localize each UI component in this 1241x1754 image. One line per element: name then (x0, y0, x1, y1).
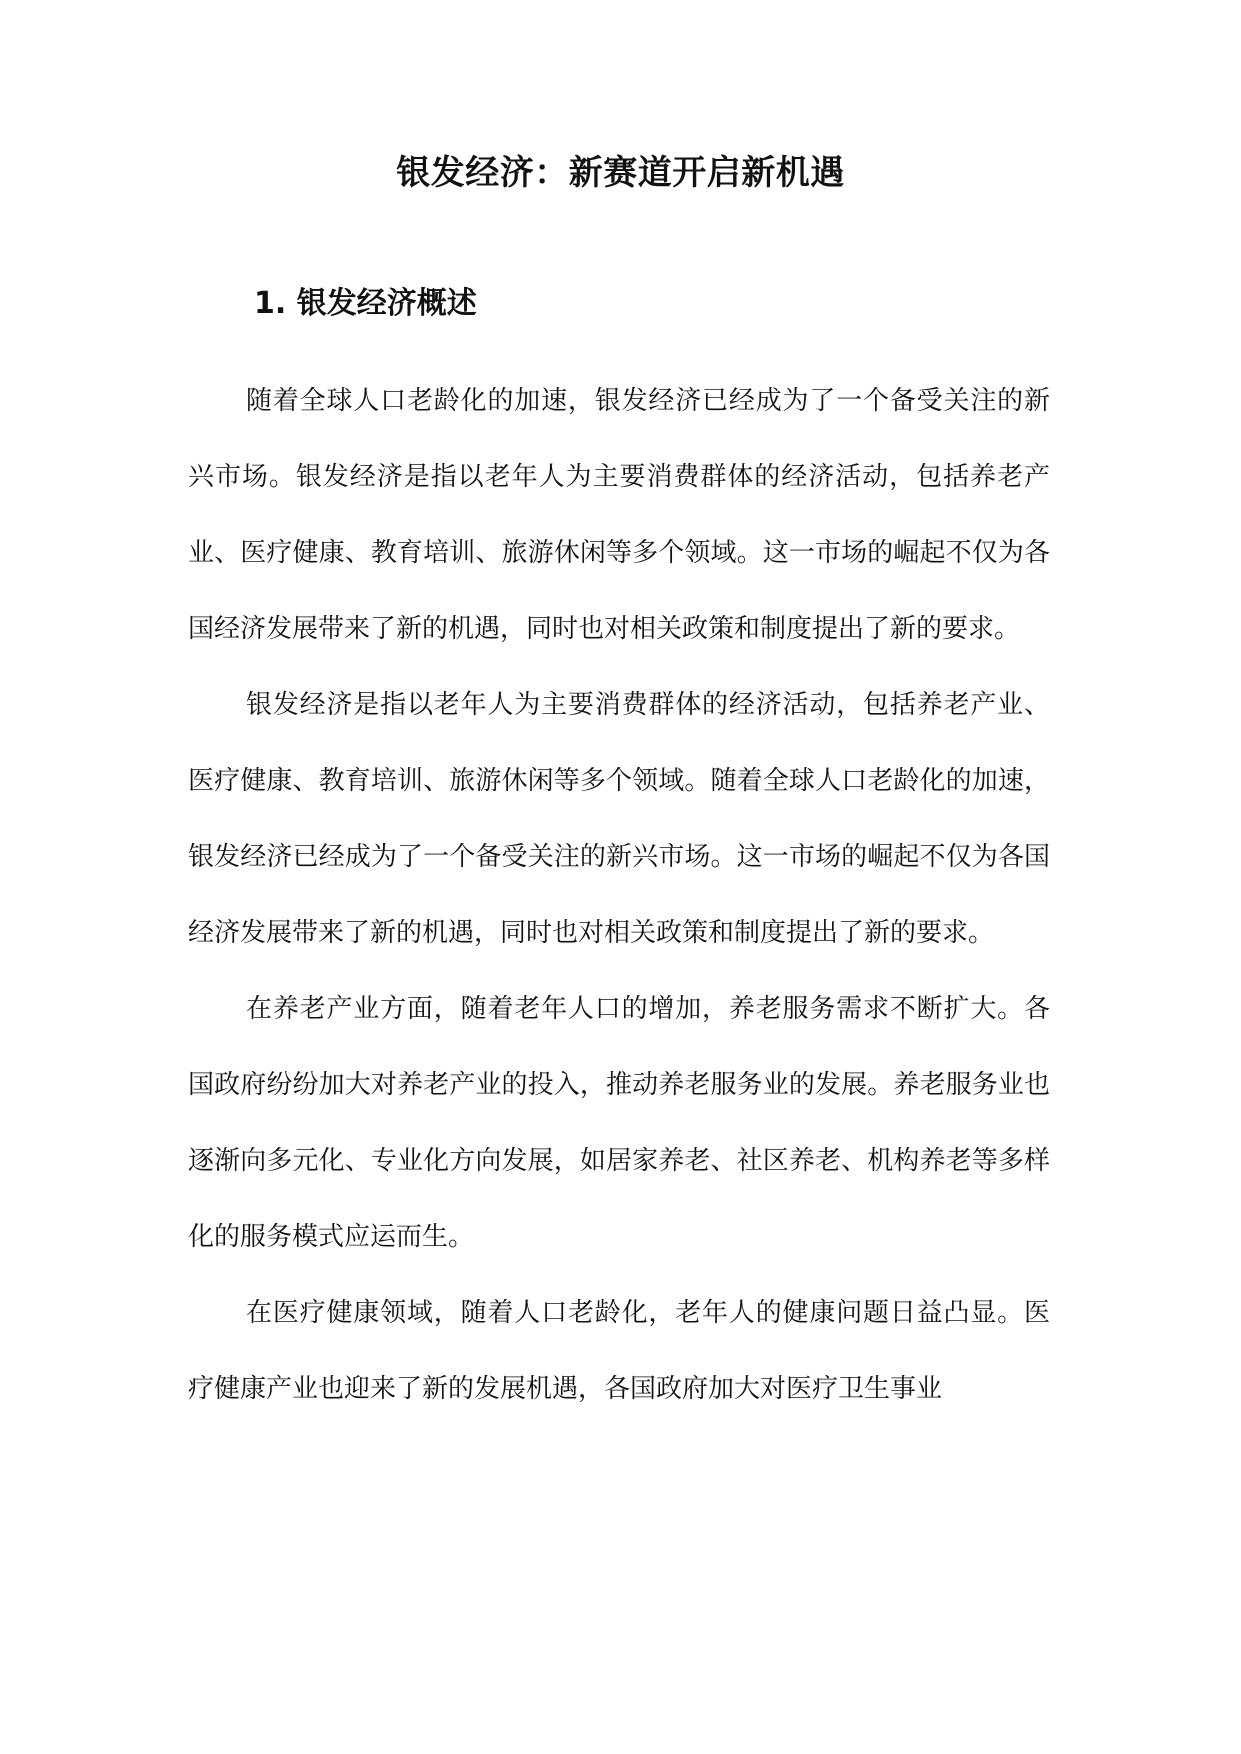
paragraph-4: 在医疗健康领域，随着人口老龄化，老年人的健康问题日益凸显。医疗健康产业也迎来了新的发展机遇，各国政府加大对医疗卫生事业 (188, 1298, 1050, 1404)
section-heading: 1. 银发经济概述 (254, 286, 477, 321)
document-body (188, 363, 1050, 1427)
paragraph-3: 在养老产业方面，随着老年人口的增加，养老服务需求不断扩大。各国政府纷纷加大对养老产业的投入，推动养老服务业的发展。养老服务业也逐渐向多元化、专业化方向发展，如居家养老、社区养老、机构养老等多样化的服务模式应运而生。 (188, 994, 1050, 1252)
document-title: 银发经济：新赛道开启新机遇 (396, 153, 845, 193)
paragraph-1: 随着全球人口老龄化的加速，银发经济已经成为了一个备受关注的新兴市场。银发经济是指以老年人为主要消费群体的经济活动，包括养老产业、医疗健康、教育培训、旅游休闲等多个领域。这一市场的崛起不仅为各国经济发展带来了新的机遇，同时也对相关政策和制度提出了新的要求。 (188, 386, 1050, 644)
paragraph-2: 银发经济是指以老年人为主要消费群体的经济活动，包括养老产业、医疗健康、教育培训、旅游休闲等多个领域。随着全球人口老龄化的加速，银发经济已经成为了一个备受关注的新兴市场。这一市场的崛起不仅为各国经济发展带来了新的机遇，同时也对相关政策和制度提出了新的要求。 (188, 690, 1050, 948)
